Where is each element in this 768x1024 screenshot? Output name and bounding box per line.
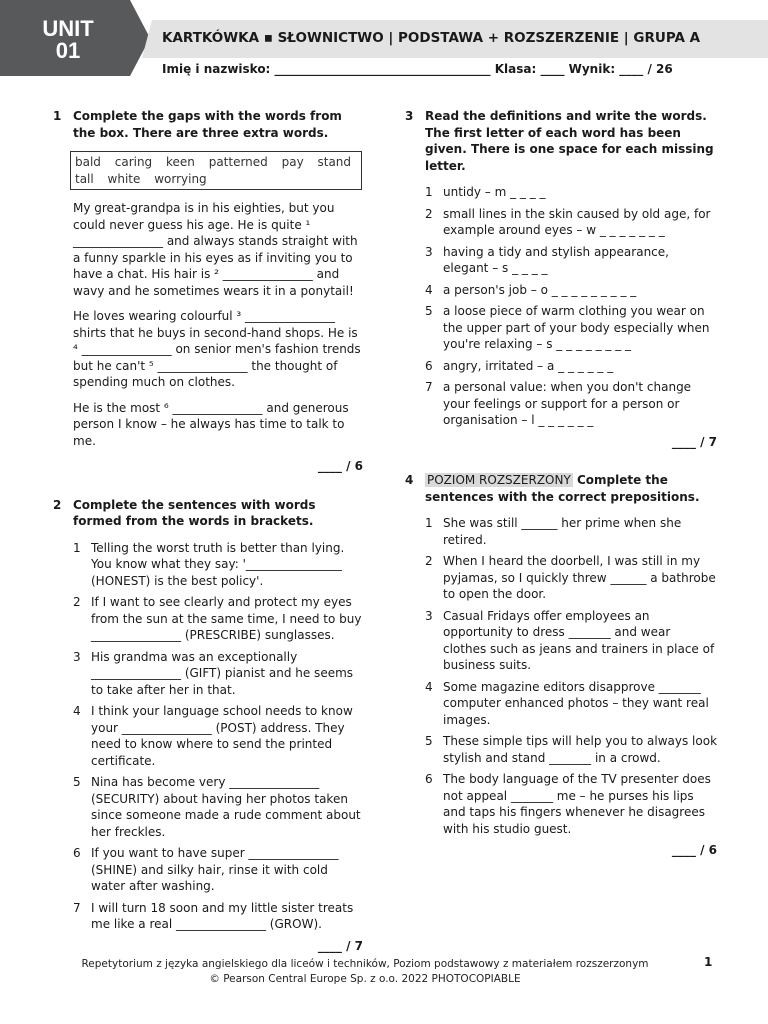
exercise-number: 2: [53, 497, 62, 512]
item-number: 1: [73, 540, 81, 555]
item-number: 4: [425, 282, 433, 297]
page-title: KARTKÓWKA ▪ SŁOWNICTWO | PODSTAWA + ROZSZERZENIE | GRUPA A: [162, 30, 701, 46]
item-list: [73, 540, 363, 933]
item-text: If I want to see clearly and protect my eyes from the sun at the same time, I need to buy _______________ (PRESCRIBE) sunglasses.: [91, 595, 362, 642]
item-number: 2: [425, 206, 433, 221]
page-number: 1: [704, 955, 713, 969]
footer-publication: Repetytorium z języka angielskiego dla liceów i techników, Poziom podstawowy z materiałem rozszerzonym: [81, 958, 649, 970]
item-text: I think your language school needs to know your _______________ (POST) address. They need to know where to send the printed certificate.: [91, 704, 353, 768]
exercise-4-heading: [405, 472, 717, 505]
item-text: Telling the worst truth is better than lying. You know what they say: '________________ (HONEST) is the best policy'.: [91, 540, 345, 588]
score-field: ____ / 7: [671, 434, 717, 449]
item-text: untidy – m _ _ _ _: [443, 185, 546, 199]
item-text: Some magazine editors disapprove _______ computer enhanced photos – they want real images.: [443, 679, 709, 727]
gap-paragraph: He is the most ⁶ _______________ and generous person I know – he always has time to talk to me.: [73, 400, 349, 448]
left-column: [53, 108, 363, 976]
list-item: [425, 206, 717, 239]
list-item: [73, 649, 363, 699]
footer-copyright: © Pearson Central Europe Sp. z o.o. 2022 PHOTOCOPIABLE: [209, 973, 521, 985]
item-number: 5: [425, 304, 433, 318]
score-field: ____ / 6: [671, 843, 717, 857]
list-item: [73, 774, 363, 840]
list-item: [425, 358, 717, 375]
item-list: [425, 184, 717, 429]
gap-paragraph: He loves wearing colourful ³ _______________ shirts that he buys in second-hand shops. He is ⁴ _______________ on senior men's fashion trends but he can't ⁵ _______________ the thought of spending much on clothes.: [73, 309, 361, 389]
unit-label: UNIT: [42, 16, 94, 41]
item-number: 7: [425, 380, 433, 394]
list-item: [73, 703, 363, 769]
footer: [40, 957, 690, 987]
list-item: [425, 184, 717, 201]
list-item: [425, 553, 717, 603]
list-item: [73, 845, 363, 895]
exercise-number: 4: [405, 473, 414, 487]
level-badge: POZIOM ROZSZERZONY: [427, 473, 571, 487]
item-text: I will turn 18 soon and my little sister treats me like a real _______________ (GROW).: [91, 900, 354, 931]
item-text: She was still ______ her prime when she retired.: [443, 516, 682, 547]
item-number: 6: [73, 846, 81, 860]
item-number: 2: [425, 554, 433, 568]
item-number: 4: [425, 679, 433, 694]
exercise-instruction: Complete the gaps with the words from the box. There are three extra words.: [73, 109, 342, 140]
item-list: [425, 515, 717, 837]
item-text: a loose piece of warm clothing you wear on the upper part of your body especially when you're relaxing – s _ _ _ _ _ _ _ _: [443, 304, 710, 351]
student-info-line: Imię i nazwisko: ____________________________________ Klasa: ____ Wynik: ____ / 26: [162, 62, 673, 76]
score-field: ____ / 6: [317, 459, 363, 473]
exercise-3: [405, 108, 717, 450]
list-item: [425, 771, 717, 837]
exercise-3-heading: [405, 108, 717, 174]
item-number: 6: [425, 772, 433, 786]
item-number: 5: [425, 734, 433, 748]
list-item: [425, 515, 717, 548]
list-item: [425, 303, 717, 353]
list-item: [425, 379, 717, 429]
list-item: [73, 900, 363, 933]
item-text: These simple tips will help you to always look stylish and stand _______ in a crowd.: [443, 734, 718, 765]
item-text: If you want to have super _______________ (SHINE) and silky hair, rinse it with cold water after washing.: [91, 846, 339, 893]
item-number: 1: [425, 516, 433, 530]
list-item: [425, 282, 717, 299]
list-item: [425, 679, 717, 729]
item-text: Casual Fridays offer employees an opportunity to dress _______ and wear clothes such as jeans and trainers in place of business suits.: [443, 608, 715, 672]
list-item: [425, 733, 717, 766]
exercise-instruction-wrap: [425, 472, 717, 505]
list-item: [73, 540, 363, 590]
item-number: 3: [425, 608, 433, 623]
item-number: 3: [73, 649, 81, 664]
item-text: having a tidy and stylish appearance, elegant – s _ _ _ _: [443, 244, 669, 275]
exercise-4: [405, 472, 717, 859]
exercise-instruction: Complete the sentences with words formed from the words in brackets.: [73, 497, 316, 528]
item-text: small lines in the skin caused by old age, for example around eyes – w _ _ _ _ _ _ _: [443, 206, 711, 237]
exercise-1: [53, 108, 363, 475]
item-number: 2: [73, 595, 81, 609]
exercise-2: [53, 497, 363, 955]
unit-number: 01: [55, 38, 81, 63]
list-item: [425, 608, 717, 674]
item-number: 7: [73, 900, 81, 915]
list-item: [73, 594, 363, 644]
item-text: Nina has become very _______________ (SECURITY) about having her photos taken since someone made a rude comment about her freckles.: [91, 775, 361, 839]
exercise-number: 1: [53, 109, 62, 123]
exercise-number: 3: [405, 109, 414, 123]
item-text: The body language of the TV presenter does not appeal _______ me – he purses his lips and taps his fingers whenever he disagrees with his studio guest.: [443, 772, 711, 836]
item-text: When I heard the doorbell, I was still in my pyjamas, so I quickly threw ______ a bathrobe to open the door.: [443, 554, 716, 601]
exercise-1-heading: [53, 108, 363, 141]
item-number: 1: [425, 185, 433, 199]
list-item: [425, 244, 717, 277]
item-text: a person's job – o _ _ _ _ _ _ _ _ _: [443, 282, 637, 297]
gap-paragraph: My great-grandpa is in his eighties, but you could never guess his age. He is quite ¹ _______________ and always stands straight with a funny sparkle in his eyes as if inviting you to have a chat. His hair is ² _______________ and wavy and he sometimes wears it in a ponytail!: [73, 201, 358, 298]
item-number: 3: [425, 244, 433, 259]
exercise-2-heading: [53, 497, 363, 530]
item-number: 6: [425, 358, 433, 373]
exercise-instruction: Complete the sentences with the correct prepositions.: [425, 473, 700, 504]
item-text: angry, irritated – a _ _ _ _ _ _: [443, 358, 614, 373]
item-text: His grandma was an exceptionally _______________ (GIFT) pianist and he seems to take after her in that.: [91, 649, 354, 697]
exercise-instruction: Read the definitions and write the words. The first letter of each word has been given. There is one space for each missing letter.: [425, 109, 714, 173]
score-field: ____ / 7: [317, 938, 363, 953]
right-column: [405, 108, 717, 881]
word-box: bald caring keen patterned pay stand tall white worrying: [70, 151, 362, 190]
item-text: a personal value: when you don't change your feelings or support for a person or organisation – l _ _ _ _ _ _: [443, 380, 692, 427]
item-number: 4: [73, 704, 81, 718]
item-number: 5: [73, 775, 81, 789]
